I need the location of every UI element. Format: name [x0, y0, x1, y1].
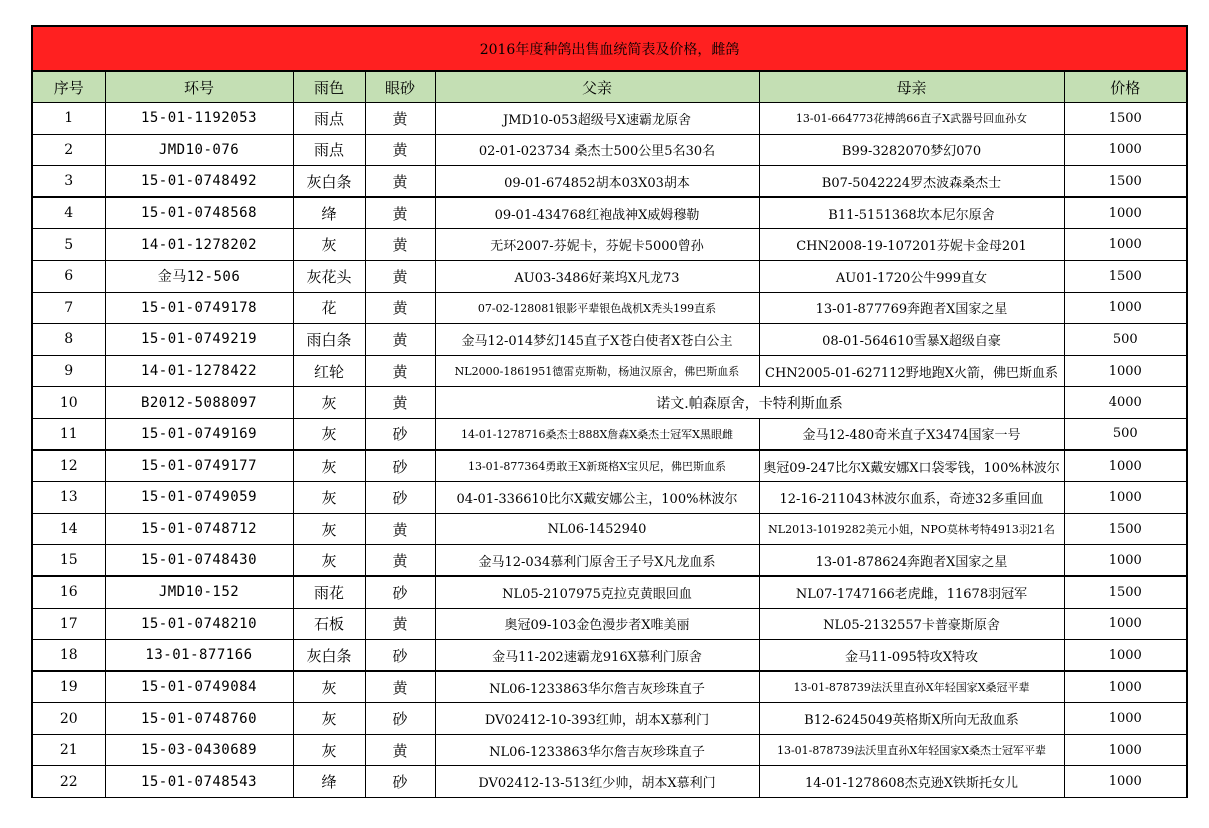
cell-color[interactable]: 灰 [293, 671, 365, 703]
cell-no[interactable]: 15 [32, 545, 105, 577]
cell-mother[interactable]: 金马12-480奇米直子X3474国家一号 [759, 418, 1064, 450]
header-mother[interactable]: 母亲 [759, 71, 1064, 103]
table-row [32, 576, 1187, 608]
table-row [32, 766, 1187, 798]
cell-mother[interactable]: AU01-1720公牛999直女 [759, 260, 1064, 292]
cell-mother[interactable]: B99-3282070梦幻070 [759, 134, 1064, 166]
cell-ring[interactable]: 15-01-0748760 [105, 703, 293, 735]
cell-no[interactable]: 22 [32, 766, 105, 798]
cell-ring[interactable]: 15-01-0748210 [105, 608, 293, 640]
cell-price[interactable]: 1000 [1064, 482, 1187, 514]
cell-price[interactable]: 1000 [1064, 734, 1187, 766]
cell-no[interactable]: 5 [32, 229, 105, 261]
cell-ring[interactable]: 15-01-0749219 [105, 324, 293, 356]
cell-eye[interactable]: 黄 [365, 671, 435, 703]
cell-mother[interactable]: B12-6245049英格斯X所向无敌血系 [759, 703, 1064, 735]
cell-color[interactable]: 灰 [293, 513, 365, 545]
cell-mother[interactable]: 13-01-878739法沃里直孙X年轻国家X桑杰士冠军平辈 [759, 734, 1064, 766]
table-row [32, 197, 1187, 229]
cell-eye[interactable]: 砂 [365, 482, 435, 514]
header-eye[interactable]: 眼砂 [365, 71, 435, 103]
cell-color[interactable]: 灰 [293, 418, 365, 450]
cell-price[interactable]: 500 [1064, 324, 1187, 356]
cell-eye[interactable]: 黄 [365, 608, 435, 640]
cell-ring[interactable]: 15-03-0430689 [105, 734, 293, 766]
cell-ring[interactable]: 15-01-0749169 [105, 418, 293, 450]
cell-father[interactable]: 奥冠09-103金色漫步者X唯美丽 [435, 608, 759, 640]
cell-price[interactable]: 1000 [1064, 640, 1187, 672]
cell-price[interactable]: 1000 [1064, 450, 1187, 482]
cell-father[interactable]: NL06-1452940 [435, 513, 759, 545]
table-row [32, 229, 1187, 261]
cell-eye[interactable]: 黄 [365, 513, 435, 545]
cell-eye[interactable]: 砂 [365, 418, 435, 450]
cell-father[interactable]: 14-01-1278716桑杰士888X詹森X桑杰士冠军X黑眼雌 [435, 418, 759, 450]
cell-ring[interactable]: JMD10-076 [105, 134, 293, 166]
cell-ring[interactable]: 15-01-0748568 [105, 197, 293, 229]
cell-ring[interactable]: 15-01-1192053 [105, 103, 293, 135]
table-row [32, 482, 1187, 514]
cell-no[interactable]: 8 [32, 324, 105, 356]
cell-eye[interactable]: 砂 [365, 766, 435, 798]
cell-eye[interactable]: 黄 [365, 197, 435, 229]
cell-color[interactable]: 绛 [293, 197, 365, 229]
cell-price[interactable]: 1000 [1064, 766, 1187, 798]
cell-father[interactable]: NL2000-1861951德雷克斯勒，杨迪汉原舍，佛巴斯血系 [435, 355, 759, 387]
cell-color[interactable]: 灰花头 [293, 260, 365, 292]
table-row [32, 671, 1187, 703]
table-row [32, 418, 1187, 450]
cell-price[interactable]: 1000 [1064, 545, 1187, 577]
cell-father[interactable]: 金马11-202速霸龙916X慕利门原舍 [435, 640, 759, 672]
cell-eye[interactable]: 砂 [365, 640, 435, 672]
cell-mother[interactable]: 奥冠09-247比尔X戴安娜X口袋零钱，100%林波尔 [759, 450, 1064, 482]
cell-mother[interactable]: 13-01-878624奔跑者X国家之星 [759, 545, 1064, 577]
cell-mother[interactable]: 08-01-564610雪暴X超级自豪 [759, 324, 1064, 356]
cell-no[interactable]: 9 [32, 355, 105, 387]
cell-eye[interactable]: 黄 [365, 103, 435, 135]
cell-price[interactable]: 1500 [1064, 576, 1187, 608]
cell-father[interactable]: DV02412-13-513红少帅，胡本X慕利门 [435, 766, 759, 798]
table-row [32, 513, 1187, 545]
table-row [32, 166, 1187, 198]
cell-father[interactable]: 02-01-023734 桑杰士500公里5名30名 [435, 134, 759, 166]
table-row [32, 734, 1187, 766]
cell-ring[interactable]: 15-01-0749059 [105, 482, 293, 514]
cell-mother[interactable]: B11-5151368坎本尼尔原舍 [759, 197, 1064, 229]
cell-eye[interactable]: 黄 [365, 355, 435, 387]
cell-color[interactable]: 雨花 [293, 576, 365, 608]
cell-color[interactable]: 雨白条 [293, 324, 365, 356]
cell-ring[interactable]: 14-01-1278422 [105, 355, 293, 387]
table-row [32, 608, 1187, 640]
cell-mother[interactable]: NL07-1747166老虎雌，11678羽冠军 [759, 576, 1064, 608]
cell-father-mother-merged[interactable]: 诺文.帕森原舍，卡特利斯血系 [435, 387, 1064, 419]
cell-ring[interactable]: 14-01-1278202 [105, 229, 293, 261]
header-price[interactable]: 价格 [1064, 71, 1187, 103]
cell-father[interactable]: NL06-1233863华尔詹吉灰珍珠直子 [435, 671, 759, 703]
cell-color[interactable]: 花 [293, 292, 365, 324]
cell-ring[interactable]: JMD10-152 [105, 576, 293, 608]
sheet-title[interactable]: 2016年度种鸽出售血统简表及价格，雌鸽 [32, 26, 1187, 71]
table-row [32, 450, 1187, 482]
cell-color[interactable]: 灰 [293, 545, 365, 577]
cell-mother[interactable]: NL2013-1019282美元小姐，NPO莫林考特4913羽21名 [759, 513, 1064, 545]
cell-ring[interactable]: 15-01-0748430 [105, 545, 293, 577]
cell-ring[interactable]: 15-01-0748543 [105, 766, 293, 798]
cell-ring[interactable]: 13-01-877166 [105, 640, 293, 672]
cell-color[interactable]: 灰 [293, 734, 365, 766]
cell-color[interactable]: 灰 [293, 482, 365, 514]
table-row [32, 545, 1187, 577]
cell-eye[interactable]: 砂 [365, 450, 435, 482]
cell-eye[interactable]: 黄 [365, 545, 435, 577]
table-row [32, 324, 1187, 356]
cell-price[interactable]: 1000 [1064, 134, 1187, 166]
cell-no[interactable]: 16 [32, 576, 105, 608]
cell-color[interactable]: 灰白条 [293, 640, 365, 672]
cell-father[interactable]: 13-01-877364勇敢王X新斑格X宝贝尼，佛巴斯血系 [435, 450, 759, 482]
cell-father[interactable]: 09-01-434768红袍战神X威姆穆勒 [435, 197, 759, 229]
table-row [32, 387, 1187, 419]
cell-father[interactable]: 09-01-674852胡本03X03胡本 [435, 166, 759, 198]
cell-no[interactable]: 12 [32, 450, 105, 482]
table-row [32, 260, 1187, 292]
cell-no[interactable]: 7 [32, 292, 105, 324]
cell-ring[interactable]: B2012-5088097 [105, 387, 293, 419]
cell-no[interactable]: 1 [32, 103, 105, 135]
cell-eye[interactable]: 砂 [365, 576, 435, 608]
cell-color[interactable]: 灰白条 [293, 166, 365, 198]
cell-eye[interactable]: 黄 [365, 166, 435, 198]
cell-no[interactable]: 11 [32, 418, 105, 450]
cell-mother[interactable]: 13-01-664773花搏鸽66直子X武器号回血孙女 [759, 103, 1064, 135]
cell-ring[interactable]: 15-01-0748492 [105, 166, 293, 198]
cell-father[interactable]: AU03-3486好莱坞X凡龙73 [435, 260, 759, 292]
cell-no[interactable]: 18 [32, 640, 105, 672]
cell-eye[interactable]: 黄 [365, 387, 435, 419]
table-row [32, 703, 1187, 735]
cell-price[interactable]: 1000 [1064, 671, 1187, 703]
cell-mother[interactable]: 14-01-1278608杰克逊X铁斯托女儿 [759, 766, 1064, 798]
cell-no[interactable]: 10 [32, 387, 105, 419]
cell-mother[interactable]: 金马11-095特攻X特攻 [759, 640, 1064, 672]
cell-mother[interactable]: NL05-2132557卡普豪斯原舍 [759, 608, 1064, 640]
cell-mother[interactable]: B07-5042224罗杰波森桑杰士 [759, 166, 1064, 198]
cell-eye[interactable]: 黄 [365, 734, 435, 766]
cell-price[interactable]: 1500 [1064, 260, 1187, 292]
cell-father[interactable]: 04-01-336610比尔X戴安娜公主，100%林波尔 [435, 482, 759, 514]
table-row [32, 134, 1187, 166]
cell-mother[interactable]: CHN2008-19-107201芬妮卡金母201 [759, 229, 1064, 261]
cell-price[interactable]: 4000 [1064, 387, 1187, 419]
cell-color[interactable]: 灰 [293, 387, 365, 419]
table-row [32, 292, 1187, 324]
cell-price[interactable]: 1000 [1064, 292, 1187, 324]
cell-color[interactable]: 红轮 [293, 355, 365, 387]
cell-eye[interactable]: 黄 [365, 292, 435, 324]
cell-father[interactable]: NL06-1233863华尔詹吉灰珍珠直子 [435, 734, 759, 766]
cell-price[interactable]: 1000 [1064, 229, 1187, 261]
cell-no[interactable]: 19 [32, 671, 105, 703]
cell-mother[interactable]: 12-16-211043林波尔血系，奇迹32多重回血 [759, 482, 1064, 514]
cell-color[interactable]: 绛 [293, 766, 365, 798]
cell-no[interactable]: 2 [32, 134, 105, 166]
cell-eye[interactable]: 黄 [365, 260, 435, 292]
cell-no[interactable]: 17 [32, 608, 105, 640]
cell-ring[interactable]: 15-01-0748712 [105, 513, 293, 545]
cell-father[interactable]: 金马12-034慕利门原舍王子号X凡龙血系 [435, 545, 759, 577]
cell-no[interactable]: 21 [32, 734, 105, 766]
cell-no[interactable]: 6 [32, 260, 105, 292]
cell-no[interactable]: 3 [32, 166, 105, 198]
header-no[interactable]: 序号 [32, 71, 105, 103]
table-row [32, 103, 1187, 135]
cell-no[interactable]: 13 [32, 482, 105, 514]
cell-ring[interactable]: 15-01-0749178 [105, 292, 293, 324]
header-color[interactable]: 雨色 [293, 71, 365, 103]
cell-ring[interactable]: 15-01-0749084 [105, 671, 293, 703]
cell-price[interactable]: 1500 [1064, 166, 1187, 198]
cell-color[interactable]: 雨点 [293, 134, 365, 166]
cell-no[interactable]: 14 [32, 513, 105, 545]
cell-color[interactable]: 雨点 [293, 103, 365, 135]
header-father[interactable]: 父亲 [435, 71, 759, 103]
cell-father[interactable]: JMD10-053超级号X速霸龙原舍 [435, 103, 759, 135]
cell-mother[interactable]: 13-01-877769奔跑者X国家之星 [759, 292, 1064, 324]
cell-mother[interactable]: 13-01-878739法沃里直孙X年轻国家X桑冠平辈 [759, 671, 1064, 703]
cell-no[interactable]: 4 [32, 197, 105, 229]
cell-father[interactable]: 无环2007-芬妮卡，芬妮卡5000曾孙 [435, 229, 759, 261]
cell-eye[interactable]: 黄 [365, 134, 435, 166]
cell-no[interactable]: 20 [32, 703, 105, 735]
cell-ring[interactable]: 金马12-506 [105, 260, 293, 292]
cell-price[interactable]: 1000 [1064, 355, 1187, 387]
cell-father[interactable]: 金马12-014梦幻145直子X苍白使者X苍白公主 [435, 324, 759, 356]
table-row [32, 355, 1187, 387]
cell-father[interactable]: NL05-2107975克拉克黄眼回血 [435, 576, 759, 608]
cell-color[interactable]: 灰 [293, 703, 365, 735]
cell-eye[interactable]: 砂 [365, 703, 435, 735]
cell-father[interactable]: 07-02-128081银影平辈银色战机X秃头199直系 [435, 292, 759, 324]
cell-price[interactable]: 1000 [1064, 703, 1187, 735]
cell-price[interactable]: 500 [1064, 418, 1187, 450]
pigeon-sale-table [31, 25, 1188, 798]
cell-color[interactable]: 灰 [293, 229, 365, 261]
cell-price[interactable]: 1000 [1064, 197, 1187, 229]
cell-price[interactable]: 1500 [1064, 103, 1187, 135]
table-body [32, 103, 1187, 798]
cell-ring[interactable]: 15-01-0749177 [105, 450, 293, 482]
cell-mother[interactable]: CHN2005-01-627112野地跑X火箭，佛巴斯血系 [759, 355, 1064, 387]
cell-price[interactable]: 1000 [1064, 608, 1187, 640]
cell-eye[interactable]: 黄 [365, 324, 435, 356]
cell-color[interactable]: 灰 [293, 450, 365, 482]
header-ring[interactable]: 环号 [105, 71, 293, 103]
cell-father[interactable]: DV02412-10-393红帅，胡本X慕利门 [435, 703, 759, 735]
table-row [32, 640, 1187, 672]
cell-color[interactable]: 石板 [293, 608, 365, 640]
cell-price[interactable]: 1500 [1064, 513, 1187, 545]
cell-eye[interactable]: 黄 [365, 229, 435, 261]
